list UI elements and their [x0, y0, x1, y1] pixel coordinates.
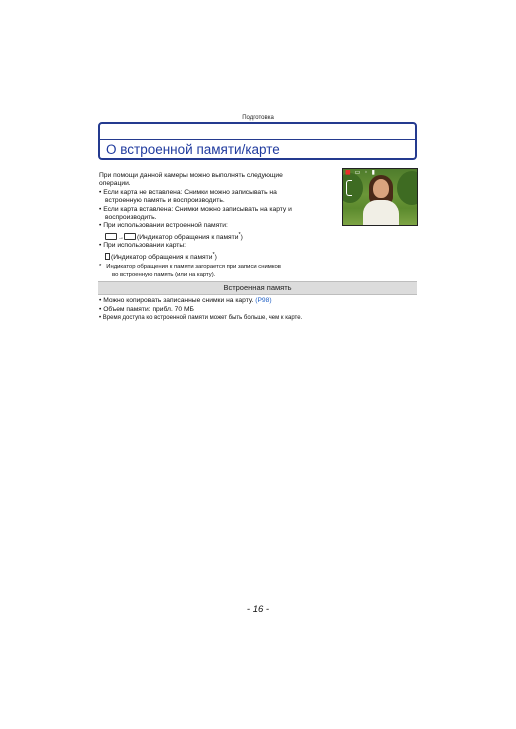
bullet-access: • Время доступа ко встроенной памяти может быть больше, чем к карте. [99, 315, 303, 322]
builtin-heading: • При использовании встроенной памяти: [99, 222, 228, 230]
bullet-card-cont: воспроизводить. [105, 214, 157, 222]
section-bar-built-in-memory: Встроенная память [98, 281, 417, 295]
close-paren: ) [240, 234, 243, 242]
built-in-memory-icon: ▭ [354, 169, 361, 176]
camera-screen-photo [342, 168, 418, 226]
page-ref-link[interactable]: (P98) [255, 297, 272, 304]
bullet-no-card-cont: встроенную память и воспроизводить. [105, 197, 225, 205]
screen-status-bar [343, 169, 418, 177]
mode-icon: ◦ [364, 169, 368, 176]
title-box [98, 122, 417, 160]
card-heading: • При использовании карты: [99, 242, 186, 250]
bullet-copy-text: • Можно копировать записанные снимки на карту. [99, 297, 254, 304]
close-paren: ) [214, 254, 217, 262]
card-icon [105, 253, 110, 260]
indicator-text: (Индикатор обращения к памяти [111, 254, 213, 262]
bullet-card: • Если карта вставлена: Снимки можно записывать на карту и [99, 205, 292, 213]
bullet-copy [99, 297, 417, 306]
card-indicator-line [99, 251, 339, 263]
battery-icon: ▮ [371, 169, 375, 176]
built-in-memory-icon [124, 233, 136, 240]
arrow-icon: → [118, 235, 124, 242]
section-label: Подготовка [242, 115, 274, 121]
page-title: О встроенной памяти/карте [106, 142, 280, 157]
bullet-size: • Объем памяти: прибл. 70 МБ [99, 305, 194, 313]
asterisk: * [212, 251, 215, 258]
focus-bracket [346, 180, 352, 196]
footnote-mark: * [99, 263, 102, 270]
title-rule [100, 139, 415, 140]
asterisk: * [238, 231, 241, 238]
indicator-text: (Индикатор обращения к памяти [137, 234, 239, 242]
footnote [99, 263, 339, 271]
builtin-indicator-line [99, 231, 339, 243]
built-in-memory-icon [105, 233, 117, 240]
intro-text [99, 172, 339, 279]
intro-line: операции. [99, 180, 131, 188]
footnote-cont: во встроенную память (или на карту). [112, 271, 216, 278]
memory-bullets [99, 297, 417, 323]
photo-face [373, 179, 389, 198]
bullet-no-card: • Если карта не вставлена: Снимки можно записывать на [99, 188, 277, 196]
photo-shirt [363, 200, 399, 226]
intro-line: При помощи данной камеры можно выполнять следующие [99, 172, 283, 179]
recording-icon: ■ [345, 169, 351, 176]
page-number: - 16 - [246, 604, 270, 615]
footnote-text: Индикатор обращения к памяти загорается при записи снимков [106, 263, 281, 270]
